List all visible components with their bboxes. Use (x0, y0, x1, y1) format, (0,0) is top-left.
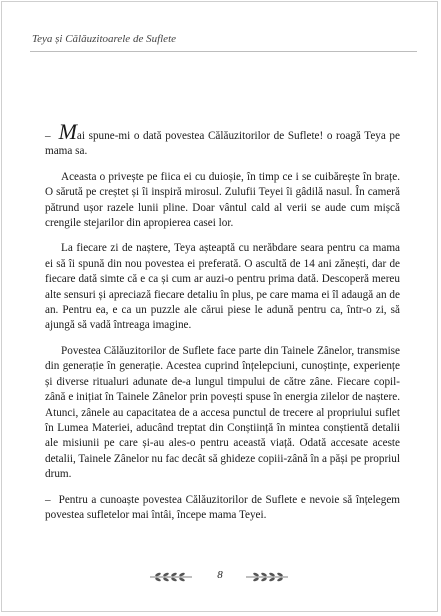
drop-cap: M (58, 119, 77, 144)
laurel-left-icon (148, 571, 194, 583)
page-number: 8 (217, 569, 223, 581)
paragraph-4: Povestea Călăuzitorilor de Suflete face parte din Tainele Zânelor, transmise din generație în generație. Acestea cuprind înțelepciuni, cunoștințe, experiențe și diverse ritualuri adunate de-a lungul timpului de către zâne. Fiecare copil-zână e inițiat în Tainele Zânelor prin povești spuse în energia zilelor de naștere. Atunci, zânele au capacitatea de a accesa punctul de trecere al propriului suflet în Lumea Materiei, aducând treptat din Conștiință în mintea conștientă detalii ale misiunii pe care și-au ales-o pentru această viață. Odată accesate aceste detalii, Tainele Zânelor nu fac decât să ghideze copiii-zână în a păși pe propriul drum. (45, 344, 400, 481)
dialog-dash: – (45, 130, 51, 142)
paragraph-5 (45, 493, 400, 524)
dialog-dash: – (45, 493, 51, 506)
paragraph-2: Aceasta o privește pe fiica ei cu duioșie, în timp ce i se cuibărește în brațe. O sărută pe creștet și îi inspiră mirosul. Zulufii Teyei îi gâdilă nasul. În cameră pătrund ușor razele lunii pline. Doar vântul cald al verii se aude cum mișcă crengile stejarilor din apropierea casei lor. (45, 170, 400, 230)
paragraph-1-text: ai spune-mi o dată povestea Călăuzitorilor de Suflete! o roagă Teya pe mama sa. (45, 130, 400, 158)
laurel-right-icon (244, 571, 290, 583)
book-page (1, 1, 438, 612)
paragraph-1 (45, 119, 400, 160)
page-body (45, 119, 400, 533)
header-divider (30, 51, 417, 52)
page-footer (2, 567, 437, 587)
paragraph-3: La fiecare zi de naștere, Teya așteaptă cu nerăbdare seara pentru ca mama ei să îi spună din nou povestea ei preferată. O ascultă de 14 ani zănești, dar de fiecare dată simte că e ca și cum ar auzi-o pentru prima dată. Descoperă mereu alte sensuri și apreciază fiecare detaliu în plus, pe care mama ei îl adaugă an de an. Pentru ea, e ca un puzzle ale cărui piese le adună pentru ca, într-o zi, să ajungă să vadă întreaga imagine. (45, 242, 400, 332)
running-header: Teya și Călăuzitoarele de Suflete (32, 33, 177, 45)
paragraph-5-text: Pentru a cunoaște povestea Călăuzitorilor de Suflete e nevoie să înțelegem povestea sufletelor mai întâi, începe mama Teyei. (45, 493, 400, 521)
